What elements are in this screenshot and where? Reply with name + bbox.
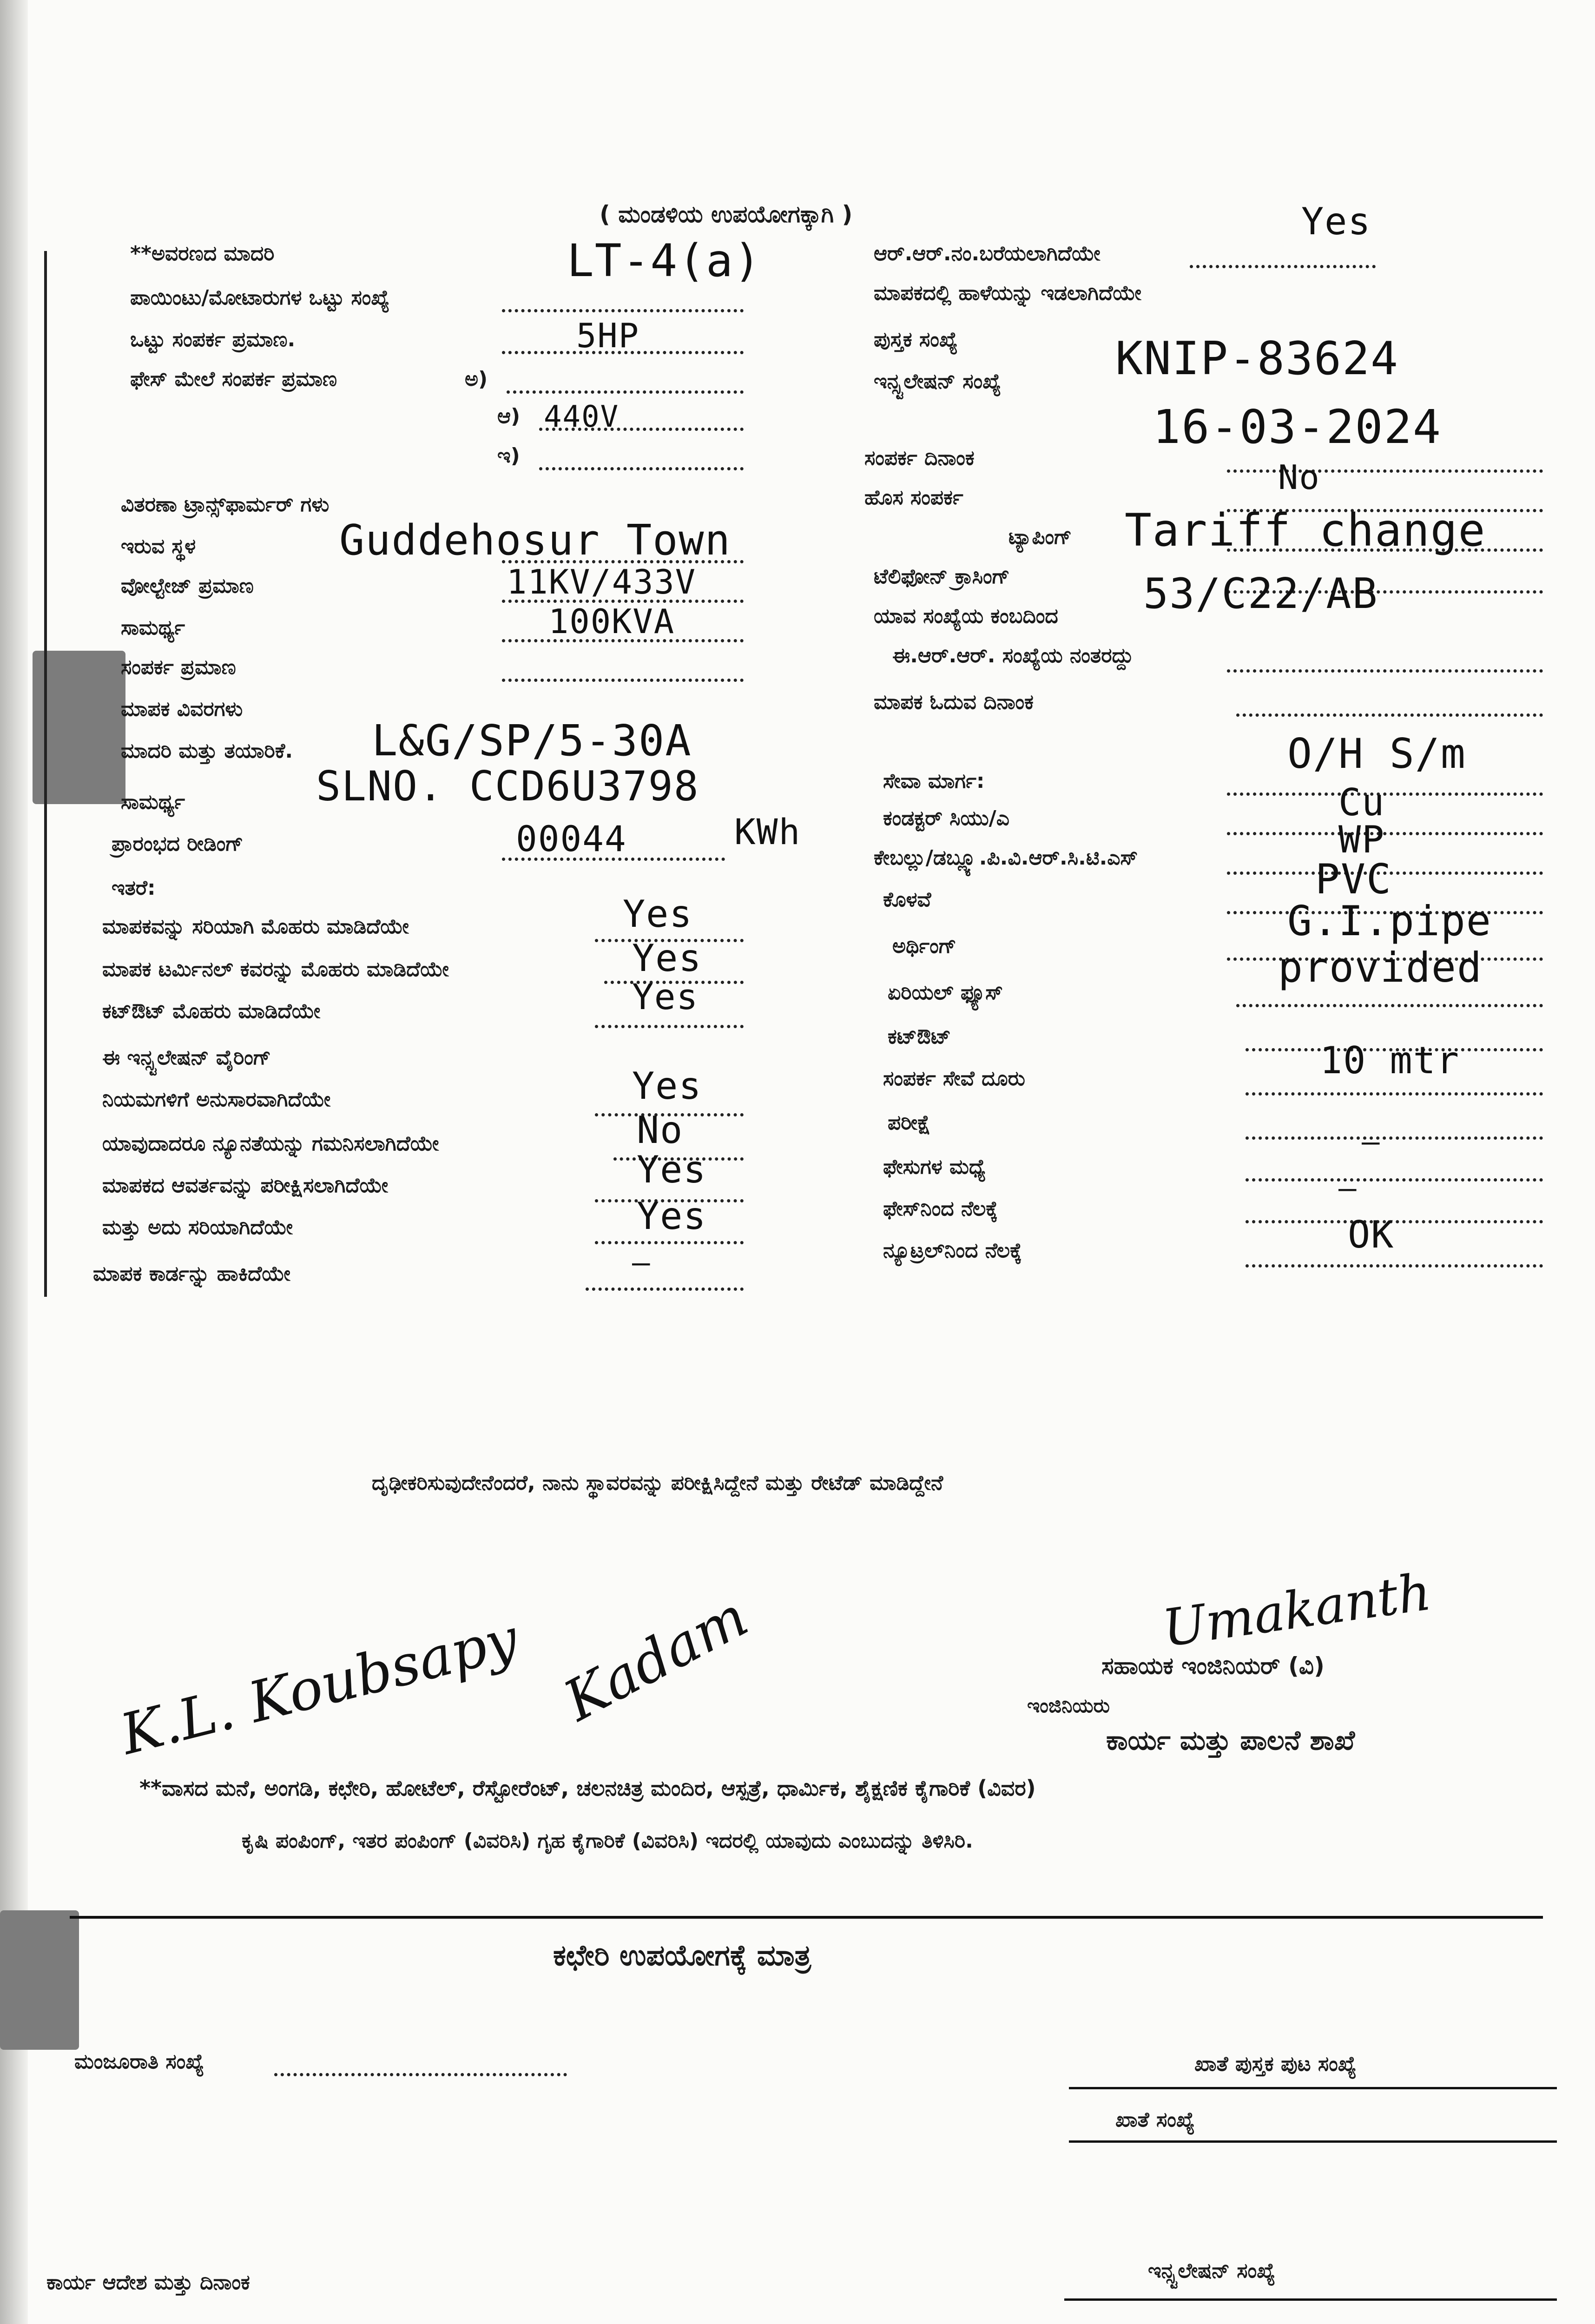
installation-no-label: ಇನ್ಸ್ಟಲೇಷನ್ ಸಂಖ್ಯೆ bbox=[874, 370, 1001, 393]
capacity-label: ಸಾಮರ್ಥ್ಯ bbox=[121, 616, 185, 640]
between-phases-line bbox=[1246, 1178, 1543, 1182]
meter-make-value: L&G/SP/5-30A bbox=[372, 716, 692, 766]
aerial-fuse-value: provided bbox=[1278, 944, 1483, 991]
initial-reading-value: 00044 bbox=[516, 818, 627, 859]
capacity-value: 100KVA bbox=[548, 602, 675, 641]
page-title: ( ಮಂಡಳಿಯ ಉಪಯೋಗಕ್ಕಾಗಿ ) bbox=[600, 201, 853, 228]
others-label: ಇತರೆ: bbox=[112, 876, 156, 900]
earthing-value: G.I.pipe bbox=[1287, 897, 1492, 945]
check-label-8: ಮತ್ತು ಅದು ಸರಿಯಾಗಿದೆಯೇ bbox=[102, 1215, 293, 1239]
rr-written-line bbox=[1190, 265, 1376, 268]
check-label-4: ಈ ಇನ್ಸ್ಟಲೇಷನ್ ವೈರಿಂಗ್ bbox=[102, 1046, 271, 1070]
earthing-label: ಅರ್ಥಿಂಗ್ bbox=[892, 934, 956, 958]
aerial-fuse-line bbox=[1236, 1004, 1543, 1007]
test-label: ಪರೀಕ್ಷೆ bbox=[888, 1111, 931, 1135]
check-value-1: Yes bbox=[623, 892, 693, 936]
cutout-label: ಕಟ್‌ಔಟ್ bbox=[888, 1025, 951, 1049]
conductor-label: ಕಂಡಕ್ಟರ್ ಸಿಯು/ಎ bbox=[883, 806, 1009, 830]
aerial-fuse-label: ಏರಿಯಲ್ ಫ್ಯೂಸ್ bbox=[888, 981, 1003, 1004]
form-type-label: **ಅವರಣದ ಮಾದರಿ bbox=[130, 242, 275, 265]
check-label-9: ಮಾಪಕ ಕಾರ್ಡನ್ನು ಹಾಕಿದೆಯೇ bbox=[93, 1262, 290, 1286]
check-label-3: ಕಟ್‌ಔಟ್ ಮೊಹರು ಮಾಡಿದೆಯೇ bbox=[102, 999, 321, 1023]
engineer-title: ಇಂಜಿನಿಯರು bbox=[1027, 1694, 1110, 1717]
meter-capacity-value: SLNO. CCD6U3798 bbox=[316, 762, 699, 810]
footnote-line-2: ಕೃಷಿ ಪಂಪಿಂಗ್, ಇತರ ಪಂಪಿಂಗ್ (ವಿವರಿಸಿ) ಗೃಹ ಕೈಗಾರಿಕೆ (ವಿವರಿಸಿ) ಇದರಲ್ಲಿ ಯಾವುದು ಎಂಬುದನ್ನು ತಿಳಿಸಿರಿ. bbox=[242, 1829, 973, 1853]
signature-1: K.L. Koubsapy bbox=[114, 1606, 525, 1768]
reading-date-line bbox=[1236, 713, 1543, 717]
certificate-text: ದೃಢೀಕರಿಸುವುದೇನೆಂದರೆ, ನಾನು ಸ್ಥಾವರವನ್ನು ಪರೀಕ್ಷಿಸಿದ್ದೇನೆ ಮತ್ತು ರೇಟೆಡ್ ಮಾಡಿದ್ದೇನೆ bbox=[372, 1471, 943, 1495]
check-value-6: No bbox=[637, 1109, 684, 1152]
check-value-8: Yes bbox=[637, 1195, 707, 1238]
phase-b-value: 440V bbox=[544, 400, 620, 434]
signature-2: Kadam bbox=[554, 1584, 758, 1734]
form-type-value: LT-4(a) bbox=[567, 235, 762, 287]
check-line-9 bbox=[586, 1287, 744, 1291]
left-margin-line bbox=[44, 251, 47, 1297]
service-distance-value: 10 mtr bbox=[1320, 1039, 1460, 1082]
phase-c-line bbox=[539, 467, 744, 470]
tapping-label: ಟ್ಯಾಪಿಂಗ್ bbox=[1008, 525, 1072, 549]
phase-load-label: ಫೇಸ್ ಮೇಲೆ ಸಂಪರ್ಕ ಪ್ರಮಾಣ bbox=[130, 367, 337, 391]
work-order-label: ಕಾರ್ಯ ಆದೇಶ ಮತ್ತು ದಿನಾಂಕ bbox=[46, 2271, 250, 2294]
check-label-7: ಮಾಪಕದ ಆವರ್ತವನ್ನು ಪರೀಕ್ಷಿಸಲಾಗಿದೆಯೇ bbox=[102, 1174, 389, 1197]
meter-capacity-label: ಸಾಮರ್ಥ್ಯ bbox=[121, 790, 185, 814]
phase-a-marker: ಅ) bbox=[465, 367, 488, 391]
phase-to-earth-label: ಫೇಸ್‌ನಿಂದ ನೆಲಕ್ಕೆ bbox=[883, 1197, 998, 1221]
phase-to-earth-value: — bbox=[1338, 1171, 1358, 1206]
rr-written-label: ಆರ್.ಆರ್.ನಂ.ಬರೆಯಲಾಗಿದೆಯೇ bbox=[874, 242, 1101, 265]
signature-3: Umakanth bbox=[1159, 1562, 1435, 1658]
voltage-value: 11KV/433V bbox=[507, 562, 697, 601]
assistant-engineer-title: ಸಹಾಯಕ ಇಂಜಿನಿಯರ್ (ವಿ) bbox=[1101, 1652, 1325, 1679]
check-value-5: Yes bbox=[632, 1064, 702, 1108]
location-value: Guddehosur Town bbox=[339, 516, 731, 565]
office-divider bbox=[70, 1916, 1543, 1919]
office-title: ಕಛೇರಿ ಉಪಯೋಗಕ್ಕೆ ಮಾತ್ರ bbox=[553, 1938, 811, 1972]
division-title: ಕಾರ್ಯ ಮತ್ತು ಪಾಲನೆ ಶಾಖೆ bbox=[1106, 1724, 1355, 1756]
check-value-9: — bbox=[632, 1246, 651, 1280]
service-date-line bbox=[1227, 469, 1543, 473]
ledger-page-line bbox=[1069, 2087, 1557, 2089]
initial-reading-unit: KWh bbox=[734, 811, 801, 852]
meter-make-label: ಮಾದರಿ ಮತ್ತು ತಯಾರಿಕೆ. bbox=[121, 739, 293, 763]
service-distance-label: ಸಂಪರ್ಕ ಸೇವೆ ದೂರು bbox=[883, 1067, 1025, 1090]
office-installation-no-line bbox=[1064, 2298, 1557, 2301]
reading-date-label: ಮಾಪಕ ಓದುವ ದಿನಾಂಕ bbox=[874, 690, 1034, 714]
neutral-to-earth-value: OK bbox=[1348, 1213, 1395, 1256]
phase-c-marker: ಇ) bbox=[497, 444, 520, 468]
between-phases-label: ಫೇಸುಗಳ ಮಧ್ಯೆ bbox=[883, 1155, 986, 1179]
test-line bbox=[1246, 1136, 1543, 1140]
service-route-label: ಸೇವಾ ಮಾರ್ಗ: bbox=[883, 769, 985, 793]
telephone-crossing-label: ಟೆಲಿಫೋನ್ ಕ್ರಾಸಿಂಗ್ bbox=[874, 565, 1010, 588]
footnote-line-1: **ವಾಸದ ಮನೆ, ಅಂಗಡಿ, ಕಛೇರಿ, ಹೋಟೆಲ್, ರೆಸ್ಟೋರೆಂಟ್, ಚಲನಚಿತ್ರ ಮಂದಿರ, ಆಸ್ಪತ್ರೆ, ಧಾರ್ಮಿಕ, ಶೈಕ್ಷಣಿಕ ಕೈಗಾರಿಕೆ (ವಿವರ) bbox=[139, 1776, 1036, 1801]
office-installation-no-label: ಇನ್ಸ್ಟಲೇಷನ್ ಸಂಖ್ಯೆ bbox=[1148, 2259, 1275, 2283]
points-line bbox=[502, 309, 744, 312]
check-value-7: Yes bbox=[637, 1148, 707, 1191]
contact-load-line bbox=[502, 679, 744, 682]
phase-a-line bbox=[507, 390, 744, 394]
check-value-3: Yes bbox=[632, 976, 699, 1017]
installation-no-value: KNIP-83624 bbox=[1115, 332, 1399, 385]
after-rr-line bbox=[1227, 669, 1543, 673]
after-rr-label: ಈ.ಆರ್.ಆರ್. ಸಂಖ್ಯೆಯ ನಂತರದ್ದು bbox=[892, 644, 1134, 667]
total-load-label: ಒಟ್ಟು ಸಂಪರ್ಕ ಪ್ರಮಾಣ. bbox=[130, 328, 296, 351]
service-date-label: ಸಂಪರ್ಕ ದಿನಾಂಕ bbox=[864, 446, 975, 470]
check-value-2: Yes bbox=[632, 937, 702, 980]
neutral-to-earth-line bbox=[1246, 1264, 1543, 1268]
initial-reading-label: ಪ್ರಾರಂಭದ ರೀಡಿಂಗ್ bbox=[112, 832, 244, 856]
pole-from-label: ಯಾವ ಸಂಖ್ಯೆಯ ಕಂಬದಿಂದ bbox=[874, 604, 1058, 628]
points-label: ಪಾಯಿಂಟು/ಮೋಟಾರುಗಳ ಒಟ್ಟು ಸಂಖ್ಯೆ bbox=[130, 286, 390, 310]
service-route-value: O/H S/m bbox=[1287, 730, 1466, 778]
cable-label: ಕೇಬಲ್ಲು/ಡಬ್ಲ್ಯೂ.ಪಿ.ವಿ.ಆರ್.ಸಿ.ಟಿ.ಎಸ್ bbox=[874, 846, 1138, 870]
phase-b-marker: ಆ) bbox=[497, 404, 521, 428]
rr-written-value: Yes bbox=[1301, 200, 1371, 243]
neutral-to-earth-label: ನ್ಯೂಟ್ರಲ್‌ನಿಂದ ನೆಲಕ್ಕೆ bbox=[883, 1239, 1022, 1262]
pipe-label: ಕೊಳವೆ bbox=[883, 888, 931, 911]
cable-value: WP bbox=[1338, 818, 1385, 861]
voltage-label: ವೋಲ್ಟೇಜ್ ಪ್ರಮಾಣ bbox=[121, 574, 254, 598]
check-line-8 bbox=[595, 1241, 744, 1244]
meter-details-label: ಮಾಪಕ ವಿವರಗಳು bbox=[121, 697, 243, 721]
check-label-2: ಮಾಪಕ ಟರ್ಮಿನಲ್ ಕವರನ್ನು ಮೊಹರು ಮಾಡಿದೆಯೇ bbox=[102, 957, 449, 981]
transformer-heading: ವಿತರಣಾ ಟ್ರಾನ್ಸ್‌ಫಾರ್ಮರ್ ಗಳು bbox=[121, 493, 330, 516]
check-label-6: ಯಾವುದಾದರೂ ನ್ಯೂನತೆಯನ್ನು ಗಮನಿಸಲಾಗಿದೆಯೇ bbox=[102, 1132, 439, 1155]
pole-from-value: 53/C22/AB bbox=[1143, 569, 1378, 618]
pipe-value: PVC bbox=[1315, 855, 1392, 903]
check-line-3 bbox=[595, 1025, 744, 1028]
approval-no-line bbox=[274, 2073, 567, 2076]
ledger-page-label: ಖಾತೆ ಪುಸ್ತಕ ಪುಟ ಸಂಖ್ಯೆ bbox=[1194, 2052, 1357, 2076]
location-label: ಇರುವ ಸ್ಥಳ bbox=[121, 535, 196, 558]
new-connection-value: No bbox=[1278, 458, 1320, 497]
new-connection-label: ಹೊಸ ಸಂಪರ್ಕ bbox=[864, 486, 963, 509]
book-no-label: ಪುಸ್ತಕ ಸಂಖ್ಯೆ bbox=[874, 328, 958, 351]
total-load-value: 5HP bbox=[576, 316, 640, 355]
account-no-line bbox=[1069, 2140, 1557, 2143]
account-no-label: ಖಾತೆ ಸಂಖ್ಯೆ bbox=[1115, 2108, 1195, 2132]
conductor-value: Cu bbox=[1338, 781, 1385, 824]
check-label-5: ನಿಯಮಗಳಿಗೆ ಅನುಸಾರವಾಗಿದೆಯೇ bbox=[102, 1088, 331, 1111]
service-distance-line bbox=[1246, 1092, 1543, 1096]
approval-no-label: ಮಂಜೂರಾತಿ ಸಂಖ್ಯೆ bbox=[74, 2050, 204, 2073]
meter-fixed-label: ಮಾಪಕದಲ್ಲಿ ಹಾಳೆಯನ್ನು ಇಡಲಾಗಿದೆಯೇ bbox=[874, 281, 1141, 305]
check-label-1: ಮಾಪಕವನ್ನು ಸರಿಯಾಗಿ ಮೊಹರು ಮಾಡಿದೆಯೇ bbox=[102, 915, 409, 938]
service-date-value: 16-03-2024 bbox=[1153, 400, 1442, 454]
tapping-value: Tariff change bbox=[1125, 504, 1486, 556]
between-phases-value: — bbox=[1362, 1125, 1381, 1159]
binder-clip-bottom bbox=[0, 1910, 79, 2050]
contact-load-label: ಸಂಪರ್ಕ ಪ್ರಮಾಣ bbox=[121, 655, 236, 679]
